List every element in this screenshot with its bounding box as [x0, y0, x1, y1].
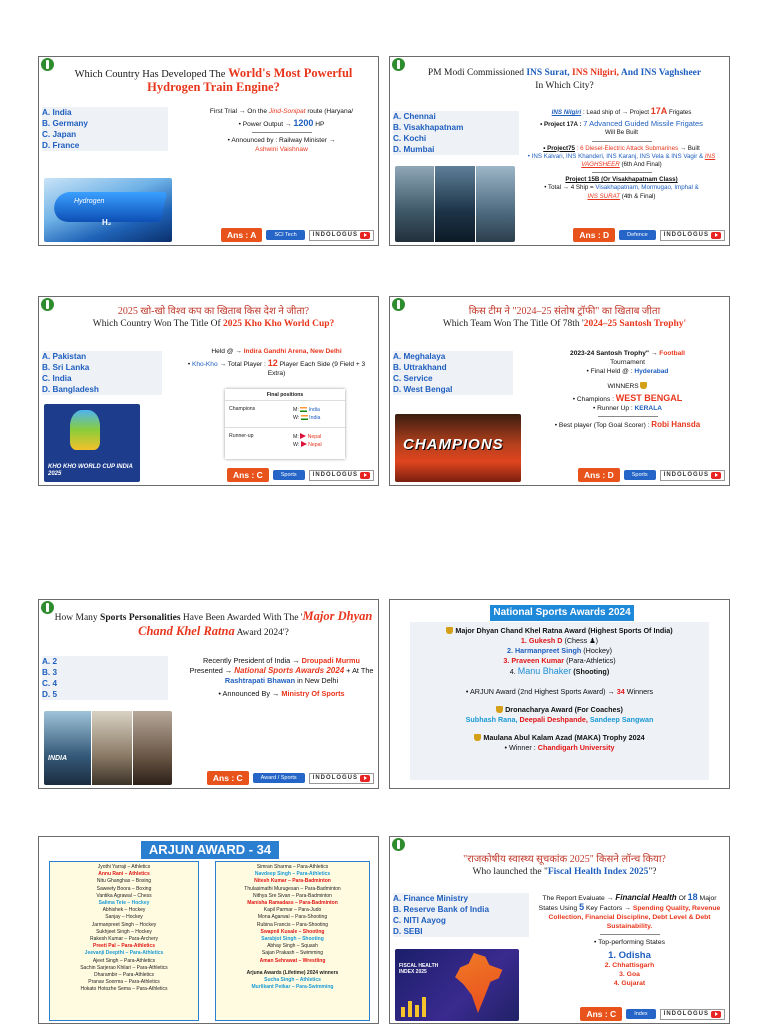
facts-panel: 2023-24 Santosh Trophy" → Football Tournament • Final Held @ : Hyderabad WINNERS • Champions : WEST BENGAL • Runner Up : KERALA • Best player (Top Goal Scorer) : Robi Hansda: [554, 350, 701, 429]
slide-footer: [580, 1007, 725, 1021]
arjun-list-right: [215, 861, 370, 1021]
brand-logo: INDOLOGUS: [660, 470, 725, 481]
list-item: Saweety Boora – Boxing: [96, 885, 152, 892]
brand-logo: INDOLOGUS: [660, 230, 725, 241]
option-c: C. Japan: [42, 130, 77, 139]
kho-kho-logo-image: [44, 404, 140, 482]
option-c: C. India: [42, 374, 72, 383]
list-item: Salima Tete – Hockey: [98, 900, 150, 907]
option-b: B. Sri Lanka: [42, 363, 90, 372]
champions-banner-text: CHAMPIONS: [403, 436, 504, 453]
list-item: 1. Odisha: [608, 950, 651, 961]
option-d: D. 5: [42, 690, 58, 699]
option-c: C. NITI Aayog: [393, 916, 446, 925]
slide-banner: ARJUN AWARD - 34: [141, 841, 279, 859]
brand-logo: INDOLOGUS: [660, 1009, 725, 1020]
list-item: 3. Goa: [619, 971, 640, 978]
slide-footer: [573, 228, 725, 242]
options-list: [393, 893, 529, 937]
slide-fiscal-health-index: [389, 836, 730, 1024]
youtube-icon: [360, 472, 370, 479]
list-item: Swapnil Kusale – Shooting: [260, 928, 325, 935]
list-item: Rubina Francis – Para-Shooting: [256, 921, 329, 928]
top-states-list: [534, 950, 725, 988]
dronacharya-title: Dronacharya Award (For Coaches): [505, 705, 623, 714]
brand-logo: INDOLOGUS: [309, 230, 374, 241]
slide-national-sports-awards: [389, 599, 730, 789]
list-item: Nitesh Kumar – Para-Badminton: [254, 878, 331, 885]
trophy-icon: [640, 382, 647, 389]
list-item: Manisha Ramadass – Para-Badminton: [247, 900, 338, 907]
option-a: A. Pakistan: [42, 352, 87, 361]
fiscal-index-image: [395, 949, 519, 1021]
india-jersey-text: INDIA: [48, 755, 68, 762]
question-title: 2025 खो-खो विश्व कप का खिताब किस देश ने जीता? Which Country Won The Title Of 2025 Kho Kho World Cup?: [92, 306, 335, 329]
maka-title: Maulana Abul Kalam Azad (MAKA) Trophy 2024: [483, 733, 645, 742]
option-b: B. Visakhapatnam: [393, 123, 464, 132]
facts-panel: INS Nilgiri : Lead ship of → Project 17A Frigates • Project 17A : 7 Advanced Guided Missile Frigates Will Be Built • Project75 : 6 Diesel-Electric Attack Submarines → Built • INS Kalvari, INS Khanderi, INS Karanj, INS Vela & INS Vagir & INS VAGHSHEER (6th And Final) Project 15B (Or Visakhapatnam Class) • Total → 4 Ship = Visakhapatnam, Mormugao, Imphal & INS SURAT (4th & Final): [527, 106, 716, 200]
youtube-icon: [711, 232, 721, 239]
list-item: Sucha Singh – Athletics: [264, 977, 321, 984]
table-row: Runner-up M: Nepal W: Nepal: [225, 427, 345, 454]
khel-ratna-winner: 2. Harmanpreet Singh (Hockey): [506, 646, 613, 655]
slide-footer: [578, 468, 725, 482]
trophy-icon: [474, 734, 481, 741]
question-title: Which Country Has Developed The World's Most Powerful Hydrogen Train Engine?: [74, 66, 353, 94]
options-list: [393, 111, 519, 155]
list-item: Sachin Sarjerao Khilari – Para-Athletics: [80, 964, 168, 971]
list-item: Jarmanpreet Singh – Hockey: [91, 921, 157, 928]
answer-badge: Ans : D: [573, 228, 615, 242]
awards-panel: [410, 622, 709, 780]
list-item: Hokato Hotozhe Sema – Para-Athletics: [80, 986, 168, 993]
list-item: Preeti Pal – Para-Athletics: [93, 943, 155, 950]
list-item: Vantika Agrawal – Chess: [96, 892, 152, 899]
options-list: [42, 107, 168, 151]
option-d: D. SEBI: [393, 927, 423, 936]
option-a: A. India: [42, 108, 72, 117]
brand-logo: INDOLOGUS: [309, 773, 374, 784]
bar-graph-icon: [401, 997, 426, 1017]
brand-logo: INDOLOGUS: [309, 470, 374, 481]
option-d: D. France: [42, 141, 80, 150]
slide-khel-ratna-question: [38, 599, 379, 789]
options-list: [42, 656, 168, 700]
row-label: Runner-up: [229, 433, 254, 439]
list-item: Abhishek – Hockey: [102, 907, 146, 914]
options-list: [393, 351, 513, 395]
list-item: Annu Rani – Athletics: [98, 871, 150, 878]
h2-label: H₂: [102, 218, 112, 227]
facts-panel: Recently President of India → Droupadi Murmu Presented → National Sports Awards 2024 + At The Rashtrapati Bhawan in New Delhi • Announced By → Ministry Of Sports: [189, 656, 374, 698]
youtube-icon: [711, 472, 721, 479]
khel-ratna-winner: 1. Gukesh D (Chess ♟): [520, 636, 599, 645]
khel-ratna-winner: 3. Praveen Kumar (Para-Athletics): [503, 656, 616, 665]
athletes-image: [44, 711, 172, 785]
khel-ratna-title: Major Dhyan Chand Khel Ratna Award (Highest Sports Of India): [455, 626, 673, 635]
category-badge: Defence: [619, 230, 656, 240]
category-badge: SCI Tech: [266, 230, 304, 240]
khel-ratna-winner: 4. Manu Bhaker (Shooting): [509, 666, 610, 676]
list-item: Kapil Parmar – Para-Judo: [263, 907, 322, 914]
nepal-flag-icon: [301, 441, 307, 447]
option-a: A. Finance Ministry: [393, 894, 469, 903]
option-d: D. West Bengal: [393, 385, 453, 394]
answer-badge: Ans : C: [227, 468, 269, 482]
list-item: Sukhjeet Singh – Hockey: [96, 928, 152, 935]
question-title: किस टीम ने "2024–25 संतोष ट्रॉफी" का खिताब जीता Which Team Won The Title Of 78th '2024–25 Santosh Trophy': [442, 306, 687, 329]
list-item: Jyothi Yarraji – Athletics: [97, 864, 151, 870]
facts-panel: The Report Evaluate → Financial Health Of 18 Major States Using 5 Key Factors → Spending Quality, Revenue Collection, Financial Discipline, Debt Level & Debt Sustainability. • Top-performing States 1. Odisha 2. Chhattisgarh 3. Goa 4. Gujarat: [534, 893, 725, 988]
list-item: Pranav Soorma – Para-Athletics: [88, 979, 160, 986]
category-badge: Index: [626, 1009, 655, 1019]
category-badge: Sports: [624, 470, 656, 480]
category-badge: Award / Sports: [253, 773, 305, 783]
lifetime-title: Arjuna Awards (Lifetime) 2024 winners: [246, 969, 339, 976]
answer-badge: Ans : D: [578, 468, 620, 482]
youtube-icon: [360, 775, 370, 782]
list-item: Murlikant Petkar – Para-Swimming: [251, 984, 334, 991]
option-b: B. Reserve Bank of India: [393, 905, 490, 914]
option-c: C. 4: [42, 679, 58, 688]
list-item: Navdeep Singh – Para-Athletics: [254, 871, 331, 878]
table-row: Champions M: India W: India: [225, 400, 345, 427]
slide-arjun-award: [38, 836, 379, 1024]
list-item: Ajeet Singh – Para-Athletics: [92, 957, 156, 964]
slide-santosh-trophy: [389, 296, 730, 486]
india-flag-icon: [300, 407, 307, 412]
list-item: Sanjay – Hockey: [105, 914, 143, 921]
row-label: Champions: [229, 406, 256, 412]
slide-footer: [207, 771, 374, 785]
slide-kho-kho: [38, 296, 379, 486]
list-item: Sarabjot Singh – Shooting: [261, 936, 324, 943]
list-item: 2. Chhattisgarh: [604, 962, 655, 969]
trophy-icon: [496, 706, 503, 713]
fiscal-index-label: FISCAL HEALTH INDEX 2025: [399, 963, 439, 975]
slide-banner: National Sports Awards 2024: [490, 605, 634, 621]
facts-panel: First Trial → On the Jind-Sonipat route (Haryana/ • Power Output → 1200 HP • Announced by : Railway Minister → Ashwini Vaishnaw: [209, 108, 354, 153]
list-item: Abhay Singh – Squash: [267, 943, 318, 950]
train-label: Hydrogen: [74, 198, 105, 205]
option-c: C. Kochi: [393, 134, 427, 143]
kho-kho-logo-text: KHO KHO WORLD CUP INDIA 2025: [48, 464, 133, 477]
facts-panel: Held @ → Indira Gandhi Arena, New Delhi • Kho-Kho → Total Player : 12 Player Each Side (9 Field + 3 Extra): [187, 348, 366, 377]
answer-badge: Ans : C: [580, 1007, 622, 1021]
slide-footer: [221, 228, 374, 242]
india-map-icon: [453, 953, 505, 1013]
youtube-icon: [360, 232, 370, 239]
train-image: [44, 178, 172, 242]
list-item: Mona Agarwal – Para-Shooting: [257, 914, 328, 921]
arjun-list-left: [49, 861, 199, 1021]
list-item: Nithya Sre Sivan – Para-Badminton: [253, 892, 332, 899]
final-positions-table: [225, 389, 345, 459]
list-item: Sajan Prakash – Swimming: [261, 950, 324, 957]
list-item: Jeevanji Deepthi – Para-Athletics: [84, 950, 164, 957]
option-b: B. Uttrakhand: [393, 363, 447, 372]
option-d: D. Mumbai: [393, 145, 435, 154]
arjuna-line: • ARJUN Award (2nd Highest Sports Award) → 34 Winners: [465, 687, 654, 696]
warships-image: [395, 166, 515, 242]
table-title: Final positions: [266, 392, 304, 398]
slide-hydrogen-train: [38, 56, 379, 246]
option-a: A. 2: [42, 657, 58, 666]
slide-ins-commission: [389, 56, 730, 246]
answer-badge: Ans : C: [207, 771, 249, 785]
list-item: 4. Gujarat: [613, 980, 646, 987]
question-title: PM Modi Commissioned INS Surat, INS Nilgiri, And INS Vaghsheer In Which City?: [427, 68, 702, 91]
option-a: A. Meghalaya: [393, 352, 446, 361]
list-item: Simran Sharma – Para-Athletics: [256, 864, 329, 870]
list-item: Dharambir – Para-Athletics: [93, 972, 155, 979]
options-list: [42, 351, 162, 395]
youtube-icon: [711, 1011, 721, 1018]
list-item: Thulasimathi Murugesan – Para-Badminton: [244, 885, 341, 892]
slide-footer: [227, 468, 374, 482]
trophy-icon: [446, 627, 453, 634]
option-d: D. Bangladesh: [42, 385, 99, 394]
list-item: Rakesh Kumar – Para-Archery: [89, 936, 159, 943]
category-badge: Sports: [273, 470, 305, 480]
option-b: B. 3: [42, 668, 58, 677]
question-title: "राजकोषीय स्वास्थ्य सूचकांक 2025" किसने लॉन्च किया? Who launched the "Fiscal Health Index 2025"?: [463, 854, 666, 877]
logo-icon: [392, 838, 405, 851]
question-title: How Many Sports Personalities Have Been Awarded With The 'Major Dhyan Chand Khel Ratna Award 2024'?: [54, 609, 373, 638]
answer-badge: Ans : A: [221, 228, 262, 242]
india-flag-icon: [301, 415, 308, 420]
champions-team-image: [395, 414, 521, 482]
list-item: Nitu Ghanghas – Boxing: [96, 878, 152, 885]
dronacharya-winners: Subhash Rana, Deepali Deshpande, Sandeep Sangwan: [465, 715, 654, 724]
maka-winner: • Winner : Chandigarh University: [504, 743, 615, 752]
list-item: Aman Sehrawat – Wrestling: [259, 957, 326, 964]
option-b: B. Germany: [42, 119, 88, 128]
nepal-flag-icon: [300, 433, 306, 439]
option-c: C. Service: [393, 374, 433, 383]
option-a: A. Chennai: [393, 112, 436, 121]
